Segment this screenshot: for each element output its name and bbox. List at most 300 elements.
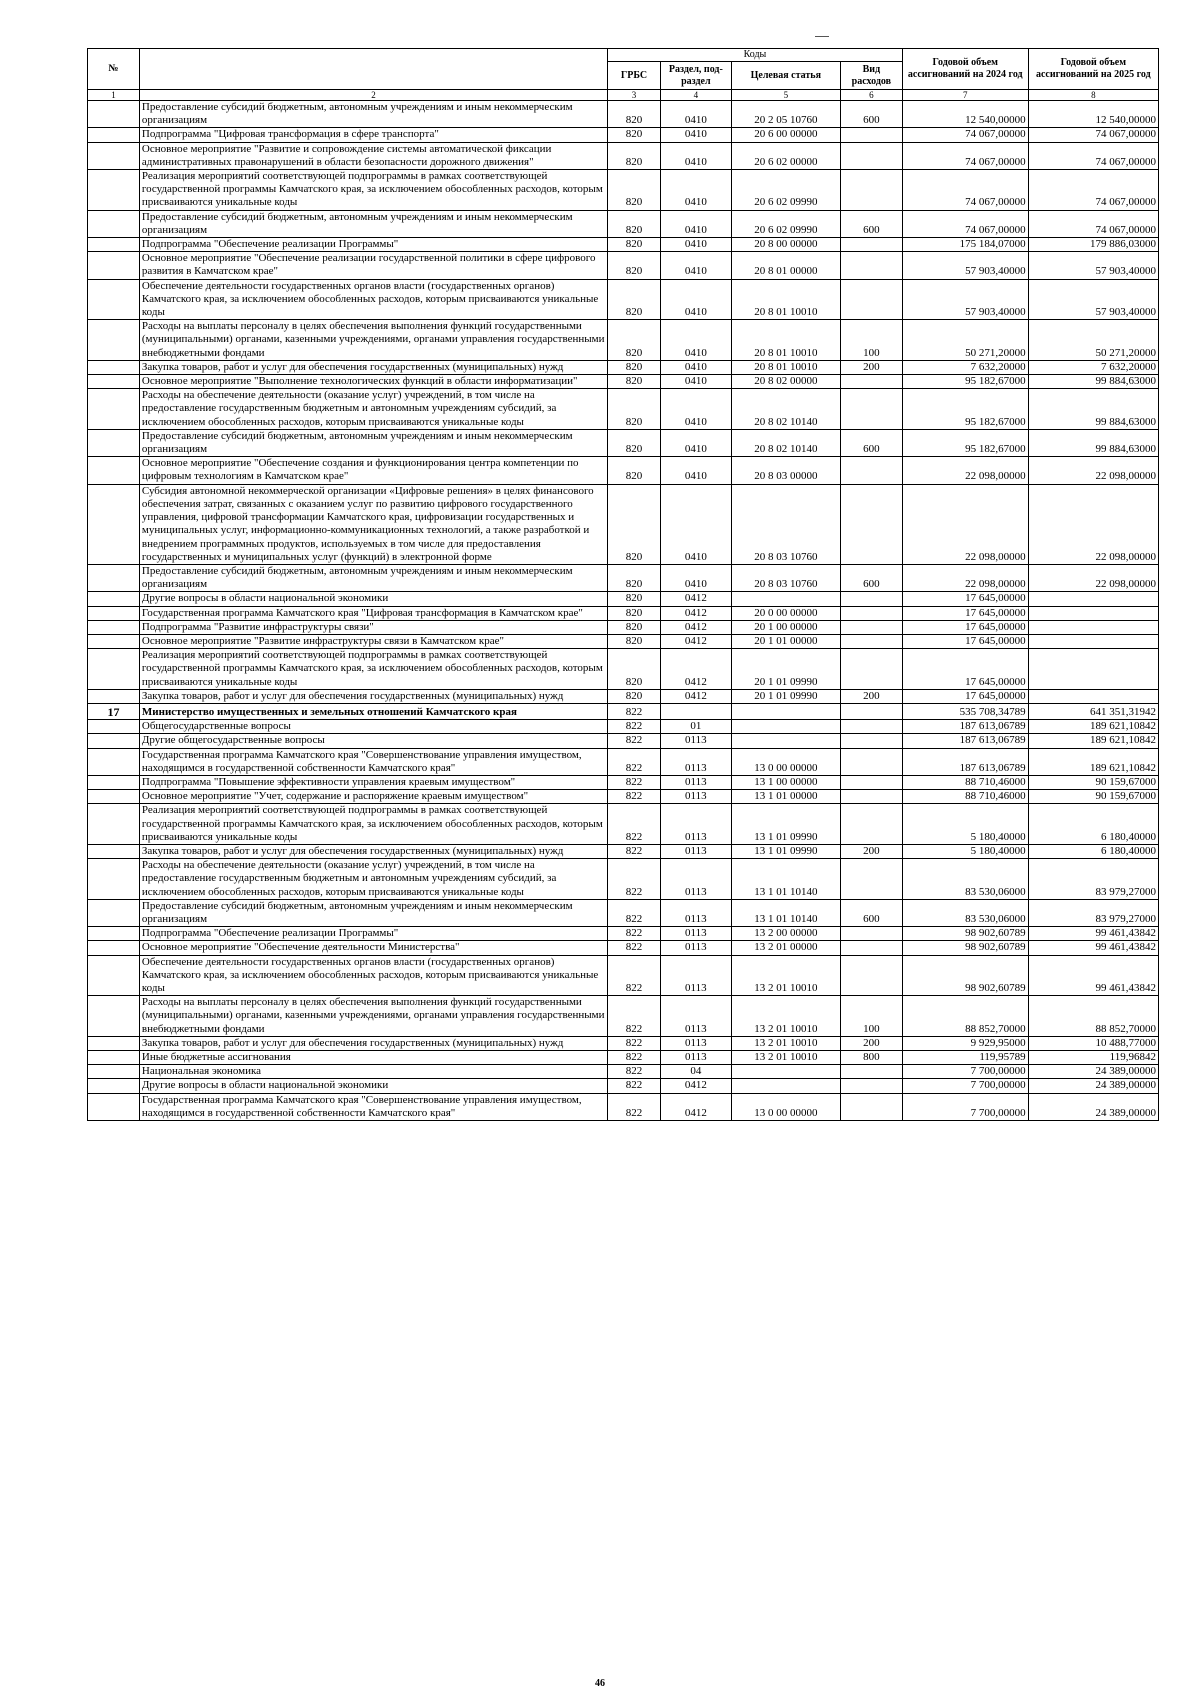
row-name: Закупка товаров, работ и услуг для обеспечения государственных (муниципальных) нужд [139,689,607,703]
row-number [88,210,140,237]
row-name: Реализация мероприятий соответствующей подпрограммы в рамках соответствующей государственной программы Камчатского края, за исключением обособленных расходов, которым присваиваются уникальные коды [139,170,607,211]
table-row [88,592,1159,606]
row-target-article: 20 8 01 10010 [731,360,840,374]
row-name: Подпрограмма "Обеспечение реализации Программы" [139,927,607,941]
row-name: Расходы на обеспечение деятельности (оказание услуг) учреждений, в том числе на предоставление государственным бюджетным и автономным учреждениям субсидий, за исключением обособленных расходов, которым присваиваются уникальные коды [139,389,607,430]
row-volume-2024: 17 645,00000 [902,634,1028,648]
row-volume-2025: 22 098,00000 [1028,564,1158,591]
row-grbs: 822 [608,748,661,775]
header-vol-2025: Годовой объем ассигнований на 2025 год [1028,49,1158,90]
row-volume-2024: 17 645,00000 [902,620,1028,634]
row-number [88,375,140,389]
row-volume-2025: 24 389,00000 [1028,1065,1158,1079]
row-razdel: 0410 [661,279,732,320]
row-volume-2024: 74 067,00000 [902,142,1028,169]
row-target-article: 20 8 03 00000 [731,457,840,484]
scan-mark [815,36,829,37]
row-name: Субсидия автономной некоммерческой организации «Цифровые решения» в целях финансового обеспечения затрат, связанных с оказанием услуг по развитию цифрового государственного управления, цифровой трансформации Камчатского края, цифровизации государственных и муниципальных услуг, информационно-коммуникационных технологий, а также разработкой и внедрением программных продуктов, используемых в том числе для предоставления государственных и муниципальных услуг (функций) в электронной форме [139,484,607,564]
row-expense-type [840,703,902,719]
row-grbs: 820 [608,620,661,634]
row-razdel: 0113 [661,734,732,748]
row-razdel: 0412 [661,634,732,648]
row-target-article: 13 2 01 00000 [731,941,840,955]
row-razdel: 01 [661,720,732,734]
row-expense-type [840,720,902,734]
table-row [88,775,1159,789]
row-target-article: 20 2 05 10760 [731,101,840,128]
row-razdel: 0412 [661,1079,732,1093]
row-target-article: 20 6 02 09990 [731,210,840,237]
row-target-article: 20 8 00 00000 [731,238,840,252]
row-name: Предоставление субсидий бюджетным, автономным учреждениям и иным некоммерческим организациям [139,101,607,128]
row-number [88,927,140,941]
row-number [88,720,140,734]
row-number [88,955,140,996]
row-number [88,279,140,320]
row-grbs: 820 [608,238,661,252]
table-row [88,1065,1159,1079]
row-target-article: 13 1 01 10140 [731,859,840,900]
row-expense-type: 600 [840,429,902,456]
header-codes: Коды [608,49,903,62]
table-row [88,1093,1159,1120]
row-number [88,775,140,789]
row-name: Закупка товаров, работ и услуг для обеспечения государственных (муниципальных) нужд [139,844,607,858]
row-name: Национальная экономика [139,1065,607,1079]
row-volume-2024: 12 540,00000 [902,101,1028,128]
row-razdel: 0410 [661,142,732,169]
row-volume-2025: 12 540,00000 [1028,101,1158,128]
row-name: Реализация мероприятий соответствующей подпрограммы в рамках соответствующей государственной программы Камчатского края, за исключением обособленных расходов, которым присваиваются уникальные коды [139,804,607,845]
row-razdel: 0113 [661,996,732,1037]
row-name: Подпрограмма "Цифровая трансформация в сфере транспорта" [139,128,607,142]
column-index: 5 [731,90,840,101]
table-row [88,734,1159,748]
row-volume-2024: 7 632,20000 [902,360,1028,374]
row-volume-2024: 57 903,40000 [902,252,1028,279]
row-name: Предоставление субсидий бюджетным, автономным учреждениям и иным некоммерческим организациям [139,564,607,591]
row-volume-2025 [1028,606,1158,620]
row-volume-2024: 175 184,07000 [902,238,1028,252]
row-expense-type [840,790,902,804]
row-volume-2024: 17 645,00000 [902,689,1028,703]
row-grbs: 820 [608,634,661,648]
row-volume-2025 [1028,620,1158,634]
row-volume-2025: 10 488,77000 [1028,1036,1158,1050]
row-target-article: 20 8 02 10140 [731,429,840,456]
row-target-article [731,1079,840,1093]
row-grbs: 820 [608,689,661,703]
row-grbs: 822 [608,996,661,1037]
row-volume-2025: 641 351,31942 [1028,703,1158,719]
row-target-article: 13 0 00 00000 [731,1093,840,1120]
row-target-article: 13 1 01 09990 [731,804,840,845]
row-expense-type: 200 [840,844,902,858]
table-row [88,606,1159,620]
row-name: Государственная программа Камчатского края "Цифровая трансформация в Камчатском крае" [139,606,607,620]
row-expense-type [840,252,902,279]
row-number [88,128,140,142]
row-name: Министерство имущественных и земельных отношений Камчатского края [139,703,607,719]
row-name: Основное мероприятие "Выполнение технологических функций в области информатизации" [139,375,607,389]
row-volume-2024: 187 613,06789 [902,720,1028,734]
row-volume-2024: 17 645,00000 [902,649,1028,690]
row-number [88,170,140,211]
row-target-article [731,720,840,734]
row-number [88,790,140,804]
table-row [88,748,1159,775]
row-volume-2024: 57 903,40000 [902,279,1028,320]
row-target-article: 20 8 03 10760 [731,484,840,564]
column-index: 1 [88,90,140,101]
row-razdel: 0410 [661,429,732,456]
row-number [88,429,140,456]
row-volume-2024: 98 902,60789 [902,941,1028,955]
row-target-article: 20 8 03 10760 [731,564,840,591]
row-name: Основное мероприятие "Развитие инфраструктуры связи в Камчатском крае" [139,634,607,648]
table-row [88,279,1159,320]
row-expense-type [840,859,902,900]
row-number [88,1065,140,1079]
page-number: 46 [595,1678,605,1689]
row-expense-type [840,128,902,142]
table-row [88,844,1159,858]
column-index: 2 [139,90,607,101]
row-number [88,1051,140,1065]
row-expense-type [840,375,902,389]
row-name: Закупка товаров, работ и услуг для обеспечения государственных (муниципальных) нужд [139,360,607,374]
row-expense-type [840,1093,902,1120]
row-target-article: 20 6 02 00000 [731,142,840,169]
row-volume-2025 [1028,634,1158,648]
row-volume-2025: 90 159,67000 [1028,790,1158,804]
table-row [88,899,1159,926]
row-grbs: 820 [608,375,661,389]
row-target-article: 13 2 00 00000 [731,927,840,941]
row-volume-2024: 187 613,06789 [902,734,1028,748]
row-volume-2025: 6 180,40000 [1028,804,1158,845]
row-razdel: 0412 [661,592,732,606]
row-grbs: 822 [608,703,661,719]
row-grbs: 822 [608,804,661,845]
row-volume-2024: 83 530,06000 [902,859,1028,900]
row-expense-type: 200 [840,360,902,374]
row-volume-2024: 83 530,06000 [902,899,1028,926]
row-target-article [731,703,840,719]
row-target-article: 20 8 02 00000 [731,375,840,389]
table-row [88,320,1159,361]
row-number [88,360,140,374]
table-row [88,564,1159,591]
row-number [88,142,140,169]
row-grbs: 822 [608,927,661,941]
row-expense-type [840,649,902,690]
table-row [88,484,1159,564]
row-target-article: 20 8 02 10140 [731,389,840,430]
row-razdel: 0410 [661,170,732,211]
row-number [88,996,140,1037]
row-volume-2024: 5 180,40000 [902,844,1028,858]
row-volume-2025: 74 067,00000 [1028,170,1158,211]
row-volume-2024: 98 902,60789 [902,927,1028,941]
row-razdel: 0113 [661,844,732,858]
row-expense-type [840,620,902,634]
row-volume-2024: 17 645,00000 [902,606,1028,620]
row-volume-2025 [1028,649,1158,690]
row-name: Подпрограмма "Развитие инфраструктуры связи" [139,620,607,634]
row-volume-2025: 99 884,63000 [1028,429,1158,456]
row-razdel [661,703,732,719]
row-volume-2024: 22 098,00000 [902,564,1028,591]
row-expense-type [840,457,902,484]
row-razdel: 0113 [661,790,732,804]
row-volume-2024: 74 067,00000 [902,128,1028,142]
row-grbs: 820 [608,592,661,606]
row-name: Основное мероприятие "Обеспечение создания и функционирования центра компетенции по цифровым технологиям в Камчатском крае" [139,457,607,484]
row-volume-2024: 7 700,00000 [902,1079,1028,1093]
row-name: Общегосударственные вопросы [139,720,607,734]
row-number [88,564,140,591]
row-volume-2024: 7 700,00000 [902,1093,1028,1120]
row-name: Расходы на выплаты персоналу в целях обеспечения выполнения функций государственными (муниципальными) органами, казенными учреждениями, органами управления государственными внебюджетными фондами [139,320,607,361]
column-index: 3 [608,90,661,101]
column-index: 7 [902,90,1028,101]
table-row [88,634,1159,648]
row-volume-2025: 99 461,43842 [1028,927,1158,941]
table-row [88,170,1159,211]
row-volume-2024: 22 098,00000 [902,457,1028,484]
row-name: Основное мероприятие "Обеспечение реализации государственной политики в сфере цифрового развития в Камчатском крае" [139,252,607,279]
row-grbs: 820 [608,128,661,142]
table-row [88,703,1159,719]
column-index: 8 [1028,90,1158,101]
table-row [88,252,1159,279]
table-row [88,210,1159,237]
row-volume-2025: 99 884,63000 [1028,375,1158,389]
row-number [88,1093,140,1120]
row-razdel: 0410 [661,210,732,237]
row-target-article: 20 6 00 00000 [731,128,840,142]
row-number [88,649,140,690]
row-grbs: 822 [608,1036,661,1050]
row-volume-2024: 535 708,34789 [902,703,1028,719]
row-name: Государственная программа Камчатского края "Совершенствование управления имуществом, находящимся в государственной собственности Камчатского края" [139,748,607,775]
row-name: Основное мероприятие "Обеспечение деятельности Министерства" [139,941,607,955]
row-razdel: 0412 [661,1093,732,1120]
row-name: Обеспечение деятельности государственных органов власти (государственных органов) Камчатского края, за исключением обособленных расходов, которым присваиваются уникальные коды [139,279,607,320]
table-row [88,389,1159,430]
row-number [88,899,140,926]
row-number: 17 [88,703,140,719]
row-grbs: 822 [608,1093,661,1120]
row-target-article: 13 1 01 10140 [731,899,840,926]
row-volume-2025: 74 067,00000 [1028,142,1158,169]
row-grbs: 822 [608,720,661,734]
row-expense-type [840,775,902,789]
row-volume-2024: 88 710,46000 [902,775,1028,789]
row-name: Закупка товаров, работ и услуг для обеспечения государственных (муниципальных) нужд [139,1036,607,1050]
row-grbs: 820 [608,429,661,456]
row-number [88,689,140,703]
row-target-article: 20 8 01 00000 [731,252,840,279]
row-grbs: 820 [608,649,661,690]
header-vid: Вид расходов [840,62,902,90]
row-volume-2025: 57 903,40000 [1028,279,1158,320]
row-volume-2025: 99 884,63000 [1028,389,1158,430]
row-number [88,457,140,484]
row-number [88,844,140,858]
row-volume-2024: 5 180,40000 [902,804,1028,845]
row-expense-type: 600 [840,210,902,237]
table-row [88,457,1159,484]
row-volume-2025 [1028,592,1158,606]
row-expense-type: 100 [840,996,902,1037]
table-row [88,429,1159,456]
row-number [88,634,140,648]
row-volume-2025: 74 067,00000 [1028,128,1158,142]
row-number [88,859,140,900]
row-expense-type [840,804,902,845]
row-target-article [731,1065,840,1079]
row-razdel: 0113 [661,775,732,789]
table-row [88,649,1159,690]
row-volume-2024: 7 700,00000 [902,1065,1028,1079]
row-name: Основное мероприятие "Развитие и сопровождение системы автоматической фиксации административных правонарушений в области безопасности дорожного движения" [139,142,607,169]
row-volume-2024: 22 098,00000 [902,484,1028,564]
row-target-article: 13 1 01 09990 [731,844,840,858]
table-row [88,620,1159,634]
row-grbs: 820 [608,101,661,128]
row-target-article: 20 6 02 09990 [731,170,840,211]
row-name: Расходы на выплаты персоналу в целях обеспечения выполнения функций государственными (муниципальными) органами, казенными учреждениями, органами управления государственными внебюджетными фондами [139,996,607,1037]
row-target-article: 13 2 01 10010 [731,1036,840,1050]
row-razdel: 0410 [661,375,732,389]
row-volume-2024: 95 182,67000 [902,429,1028,456]
row-name: Предоставление субсидий бюджетным, автономным учреждениям и иным некоммерческим организациям [139,429,607,456]
row-target-article: 20 1 01 09990 [731,689,840,703]
row-volume-2025: 6 180,40000 [1028,844,1158,858]
row-volume-2024: 74 067,00000 [902,210,1028,237]
row-expense-type [840,927,902,941]
row-volume-2024: 74 067,00000 [902,170,1028,211]
row-volume-2025: 90 159,67000 [1028,775,1158,789]
table-row [88,955,1159,996]
row-expense-type: 200 [840,689,902,703]
row-volume-2024: 187 613,06789 [902,748,1028,775]
row-volume-2025: 189 621,10842 [1028,720,1158,734]
row-expense-type [840,170,902,211]
row-number [88,592,140,606]
row-name: Обеспечение деятельности государственных органов власти (государственных органов) Камчатского края, за исключением обособленных расходов, которым присваиваются уникальные коды [139,955,607,996]
table-row [88,996,1159,1037]
row-expense-type: 600 [840,101,902,128]
row-target-article: 20 8 01 10010 [731,320,840,361]
row-name: Государственная программа Камчатского края "Совершенствование управления имуществом, находящимся в государственной собственности Камчатского края" [139,1093,607,1120]
table-row [88,927,1159,941]
row-expense-type [840,941,902,955]
row-name: Другие общегосударственные вопросы [139,734,607,748]
row-volume-2024: 88 710,46000 [902,790,1028,804]
row-volume-2024: 50 271,20000 [902,320,1028,361]
row-volume-2024: 98 902,60789 [902,955,1028,996]
row-volume-2025: 74 067,00000 [1028,210,1158,237]
table-row [88,142,1159,169]
row-grbs: 822 [608,775,661,789]
row-grbs: 822 [608,899,661,926]
table-body [88,101,1159,1121]
row-expense-type [840,1065,902,1079]
row-target-article: 13 2 01 10010 [731,955,840,996]
header-celevaya: Целевая статья [731,62,840,90]
row-expense-type [840,142,902,169]
column-index-row [88,90,1159,101]
row-name: Подпрограмма "Обеспечение реализации Программы" [139,238,607,252]
table-row [88,238,1159,252]
row-volume-2024: 9 929,95000 [902,1036,1028,1050]
table-row [88,941,1159,955]
row-volume-2025: 7 632,20000 [1028,360,1158,374]
row-grbs: 820 [608,606,661,620]
row-grbs: 820 [608,389,661,430]
row-volume-2025: 57 903,40000 [1028,252,1158,279]
row-volume-2025: 22 098,00000 [1028,457,1158,484]
row-name: Расходы на обеспечение деятельности (оказание услуг) учреждений, в том числе на предоставление государственным бюджетным и автономным учреждениям субсидий, за исключением обособленных расходов, которым присваиваются уникальные коды [139,859,607,900]
row-razdel: 0410 [661,484,732,564]
header-name [139,49,607,90]
row-expense-type: 800 [840,1051,902,1065]
row-number [88,734,140,748]
row-razdel: 0410 [661,360,732,374]
row-target-article: 13 2 01 10010 [731,996,840,1037]
row-expense-type [840,606,902,620]
row-expense-type: 600 [840,899,902,926]
row-razdel: 0113 [661,941,732,955]
row-number [88,941,140,955]
row-razdel: 0410 [661,238,732,252]
row-number [88,620,140,634]
row-expense-type [840,634,902,648]
row-name: Основное мероприятие "Учет, содержание и распоряжение краевым имуществом" [139,790,607,804]
row-grbs: 822 [608,955,661,996]
column-index: 4 [661,90,732,101]
row-razdel: 0113 [661,927,732,941]
row-grbs: 822 [608,1065,661,1079]
row-target-article: 20 0 00 00000 [731,606,840,620]
row-target-article: 20 1 01 00000 [731,634,840,648]
row-razdel: 0410 [661,252,732,279]
row-name: Предоставление субсидий бюджетным, автономным учреждениям и иным некоммерческим организациям [139,210,607,237]
row-volume-2025: 179 886,03000 [1028,238,1158,252]
table-row [88,720,1159,734]
row-expense-type [840,484,902,564]
row-volume-2025 [1028,689,1158,703]
row-grbs: 820 [608,457,661,484]
column-index: 6 [840,90,902,101]
row-number [88,252,140,279]
row-target-article: 20 8 01 10010 [731,279,840,320]
table-row [88,1051,1159,1065]
budget-table-container [87,48,1159,1121]
row-razdel: 04 [661,1065,732,1079]
row-grbs: 820 [608,170,661,211]
row-grbs: 822 [608,859,661,900]
row-grbs: 822 [608,734,661,748]
row-razdel: 0113 [661,804,732,845]
row-volume-2024: 95 182,67000 [902,375,1028,389]
row-expense-type: 200 [840,1036,902,1050]
row-number [88,1079,140,1093]
row-volume-2025: 88 852,70000 [1028,996,1158,1037]
